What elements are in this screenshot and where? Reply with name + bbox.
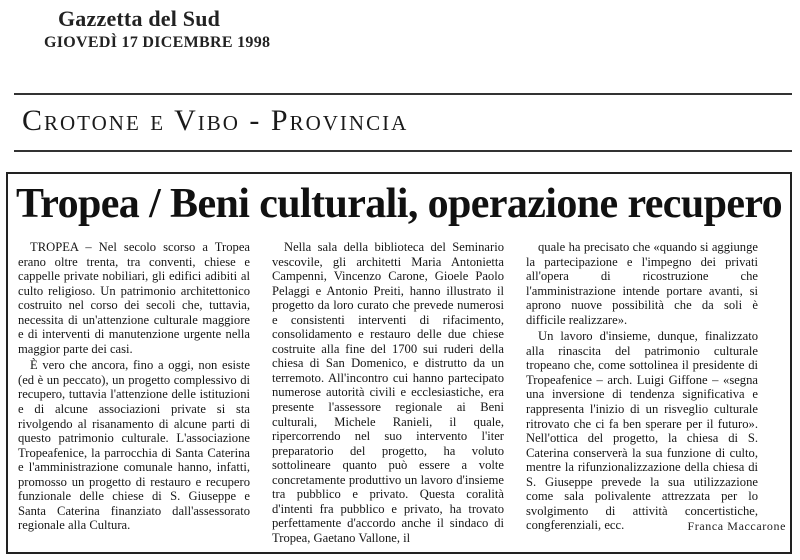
- article-paragraph: quale ha precisato che «quando si aggiunge la partecipazione e l'impegno dei privati all'opera di ricostruzione che l'amministrazione intende portare avanti, si aprono nuove possibilità che da soli è difficile realizzare».: [526, 240, 758, 327]
- article-paragraph: Nella sala della biblioteca del Seminario vescovile, gli architetti Maria Antonietta Campenni, Vincenzo Carone, Gioele Paolo Pelaggi e Antonio Preiti, hanno illustrato il progetto da loro curato che prevede numerosi e consistenti interventi di rifacimento, consolidamento e restauro delle due chiese costruite alla fine del 1700 sui ruderi della chiesa di San Domenico, e distrutto da un terremoto. All'incontro cui hanno partecipato numerose autorità civili e ecclesiastiche, era presente l'assessore regionale ai Beni culturali, Michele Ranieli, il quale, ripercorrendo nel suo intervento l'iter preparatorio del progetto, ha voluto sottolineare quanto può essere a volte concretamente produttivo un lavoro d'insieme tra pubblico e privato. Questa coralità d'intenti fra pubblico e privato, ha trovato perfettamente d'accordo anche il sindaco di Tropea, Gaetano Vallone, il: [272, 240, 504, 545]
- article-column-1: [18, 240, 250, 533]
- publication-date: GIOVEDÌ 17 DICEMBRE 1998: [44, 34, 271, 51]
- article-column-2: [272, 240, 504, 545]
- section-rule-top: [14, 93, 792, 95]
- section-title: Crotone e Vibo - Provincia: [22, 104, 409, 137]
- article-headline: Tropea / Beni culturali, operazione recupero: [16, 181, 783, 227]
- article-paragraph: Un lavoro d'insieme, dunque, finalizzato alla rinascita del patrimonio culturale tropeano che, come sottolinea il presidente di Tropeafenice – arch. Luigi Giffone – «segna una inversione di tendenza significativa e rappresenta l'inizio di un risveglio culturale ritrovato che ci fa ben sperare per il futuro». Nell'ottica del progetto, la chiesa di S. Caterina conserverà la sua funzione di culto, mentre la rifunzionalizzazione della chiesa di S. Giuseppe prevede la sua utilizzazione come sala polivalente attrezzata per lo svolgimento di attività concertistiche, congferenziali, ecc.: [526, 329, 758, 533]
- article-paragraph: È vero che ancora, fino a oggi, non esiste (ed è un peccato), un progetto complessivo di recupero, tuttavia l'attenzione delle istituzioni e di alcune associazioni private si sta rivolgendo al risanamento di alcune parti di questo patrimonio culturale. L'associazione Tropeafenice, la parrocchia di Santa Caterina e l'amministrazione comunale hanno, infatti, promosso un progetto di restauro e recupero funzionale delle chiese di S. Giuseppe e Santa Caterina finanziato dall'assessorato regionale alla Cultura.: [18, 358, 250, 533]
- section-rule-bottom: [14, 150, 792, 152]
- article-column-3: [526, 240, 758, 533]
- newspaper-name: Gazzetta del Sud: [58, 6, 221, 31]
- author-signature: Franca Maccarone: [687, 519, 786, 533]
- article-paragraph: TROPEA – Nel secolo scorso a Tropea erano oltre trenta, tra conventi, chiese e cappelle private nobiliari, gli edifici adibiti al culto religioso. Un patrimonio architettonico costruito nel corso dei secoli che, tuttavia, necessita di un'attenzione culturale maggiore e di interventi di manutenzione urgente nella maggior parte dei casi.: [18, 240, 250, 356]
